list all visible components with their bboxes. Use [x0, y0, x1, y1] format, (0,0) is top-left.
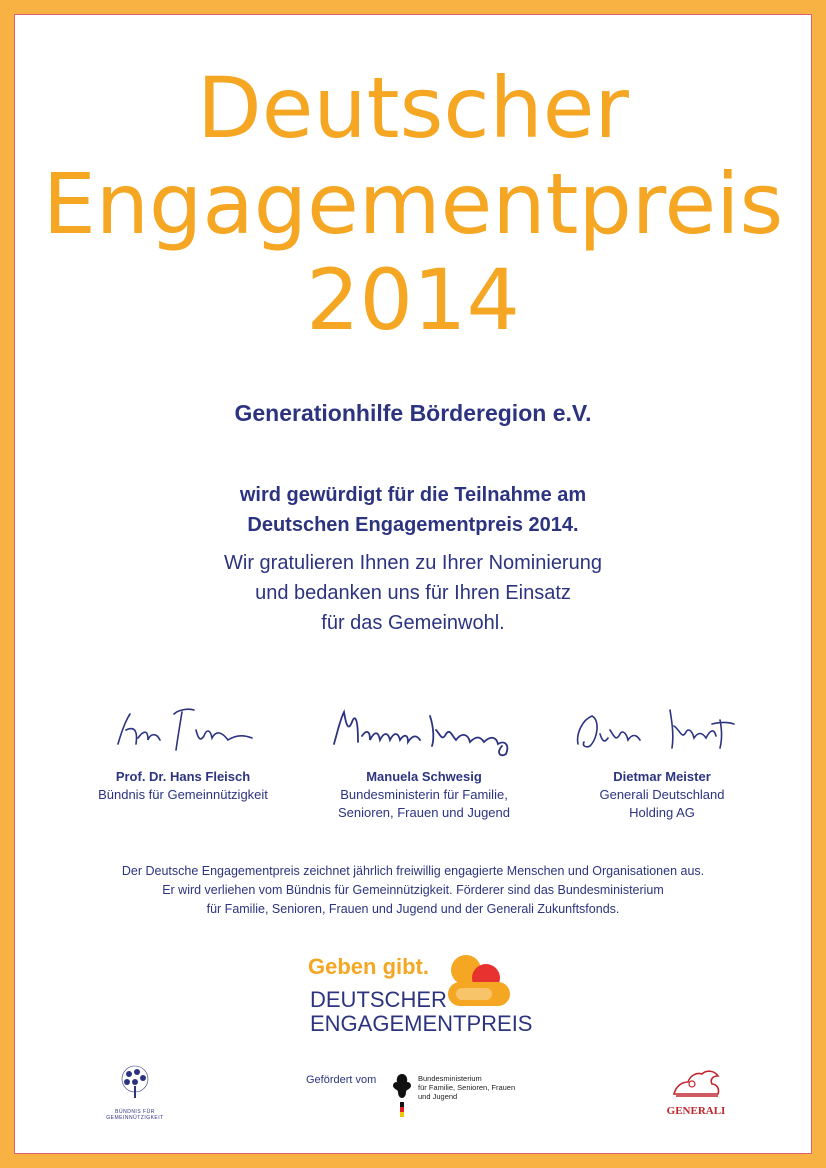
signatory-meister	[532, 768, 792, 822]
title-line-3: 2014	[306, 251, 520, 349]
generali-logo	[660, 1068, 732, 1117]
federal-eagle-icon	[390, 1070, 414, 1120]
honor-text	[0, 480, 826, 540]
signatory-role: Generali Deutschland	[599, 787, 725, 802]
title-line-2: Engagementpreis	[42, 155, 784, 253]
signatory-name: Prof. Dr. Hans Fleisch	[115, 769, 251, 784]
ministry-line-2: für Familie, Senioren, Frauen	[418, 1083, 516, 1092]
signature-fleisch	[112, 700, 272, 760]
ministry-name	[418, 1074, 515, 1101]
congrats-line-1: Wir gratulieren Ihnen zu Ihrer Nominierung	[224, 552, 602, 574]
signatory-role: Bundesministerin für Familie,	[340, 787, 508, 802]
sponsored-by-label: Gefördert vom	[306, 1074, 377, 1086]
buendnis-logo	[105, 1064, 165, 1121]
ministry-line-3: und Jugend	[418, 1092, 458, 1101]
generali-wordmark: GENERALI	[666, 1105, 726, 1117]
title-line-1: Deutscher	[197, 59, 629, 157]
ministry-logo	[390, 1070, 530, 1120]
signatory-role: Senioren, Frauen und Jugend	[337, 805, 510, 820]
signature-schwesig	[330, 700, 530, 760]
signature-meister	[570, 700, 750, 760]
congrats-line-3: für das Gemeinwohl.	[321, 612, 505, 634]
footer-line-2: Er wird verliehen vom Bündnis für Gemeinnützigkeit. Förderer sind das Bundesministerium	[162, 883, 664, 897]
honor-line-2: Deutschen Engagementpreis 2014.	[247, 514, 579, 536]
logo-line-1: DEUTSCHER	[310, 987, 447, 1012]
organization-name: Generationhilfe Börderegion e.V.	[234, 400, 592, 426]
sun-cloud-icon	[442, 950, 512, 1012]
footer-description	[0, 862, 826, 919]
certificate-title	[0, 60, 826, 348]
congrats-line-2: und bedanken uns für Ihren Einsatz	[255, 582, 571, 604]
ministry-line-1: Bundesministerium	[418, 1074, 482, 1083]
signatory-name: Manuela Schwesig	[366, 769, 482, 784]
logo-line-2: ENGAGEMENTPREIS	[310, 1011, 533, 1036]
generali-lion-icon	[668, 1068, 724, 1100]
signatory-role: Holding AG	[629, 805, 695, 820]
signatory-name: Dietmar Meister	[613, 769, 711, 784]
engagementpreis-logo	[300, 950, 540, 1050]
footer-line-3: für Familie, Senioren, Frauen und Jugend und der Generali Zukunftsfonds.	[206, 902, 620, 916]
logo-slogan: Geben gibt.	[308, 954, 429, 979]
buendnis-caption-2: GEMEINNÜTZIGKEIT	[106, 1115, 164, 1121]
honor-line-1: wird gewürdigt für die Teilnahme am	[239, 484, 587, 506]
signatory-fleisch	[53, 768, 313, 804]
tree-logo-icon	[105, 1064, 165, 1104]
congrats-text	[0, 548, 826, 638]
buendnis-caption-1: BÜNDNIS FÜR	[115, 1109, 155, 1115]
signatory-schwesig	[294, 768, 554, 822]
signatory-role: Bündnis für Gemeinnützigkeit	[98, 787, 268, 802]
footer-line-1: Der Deutsche Engagementpreis zeichnet jährlich freiwillig engagierte Menschen und Organisationen aus.	[121, 864, 705, 878]
